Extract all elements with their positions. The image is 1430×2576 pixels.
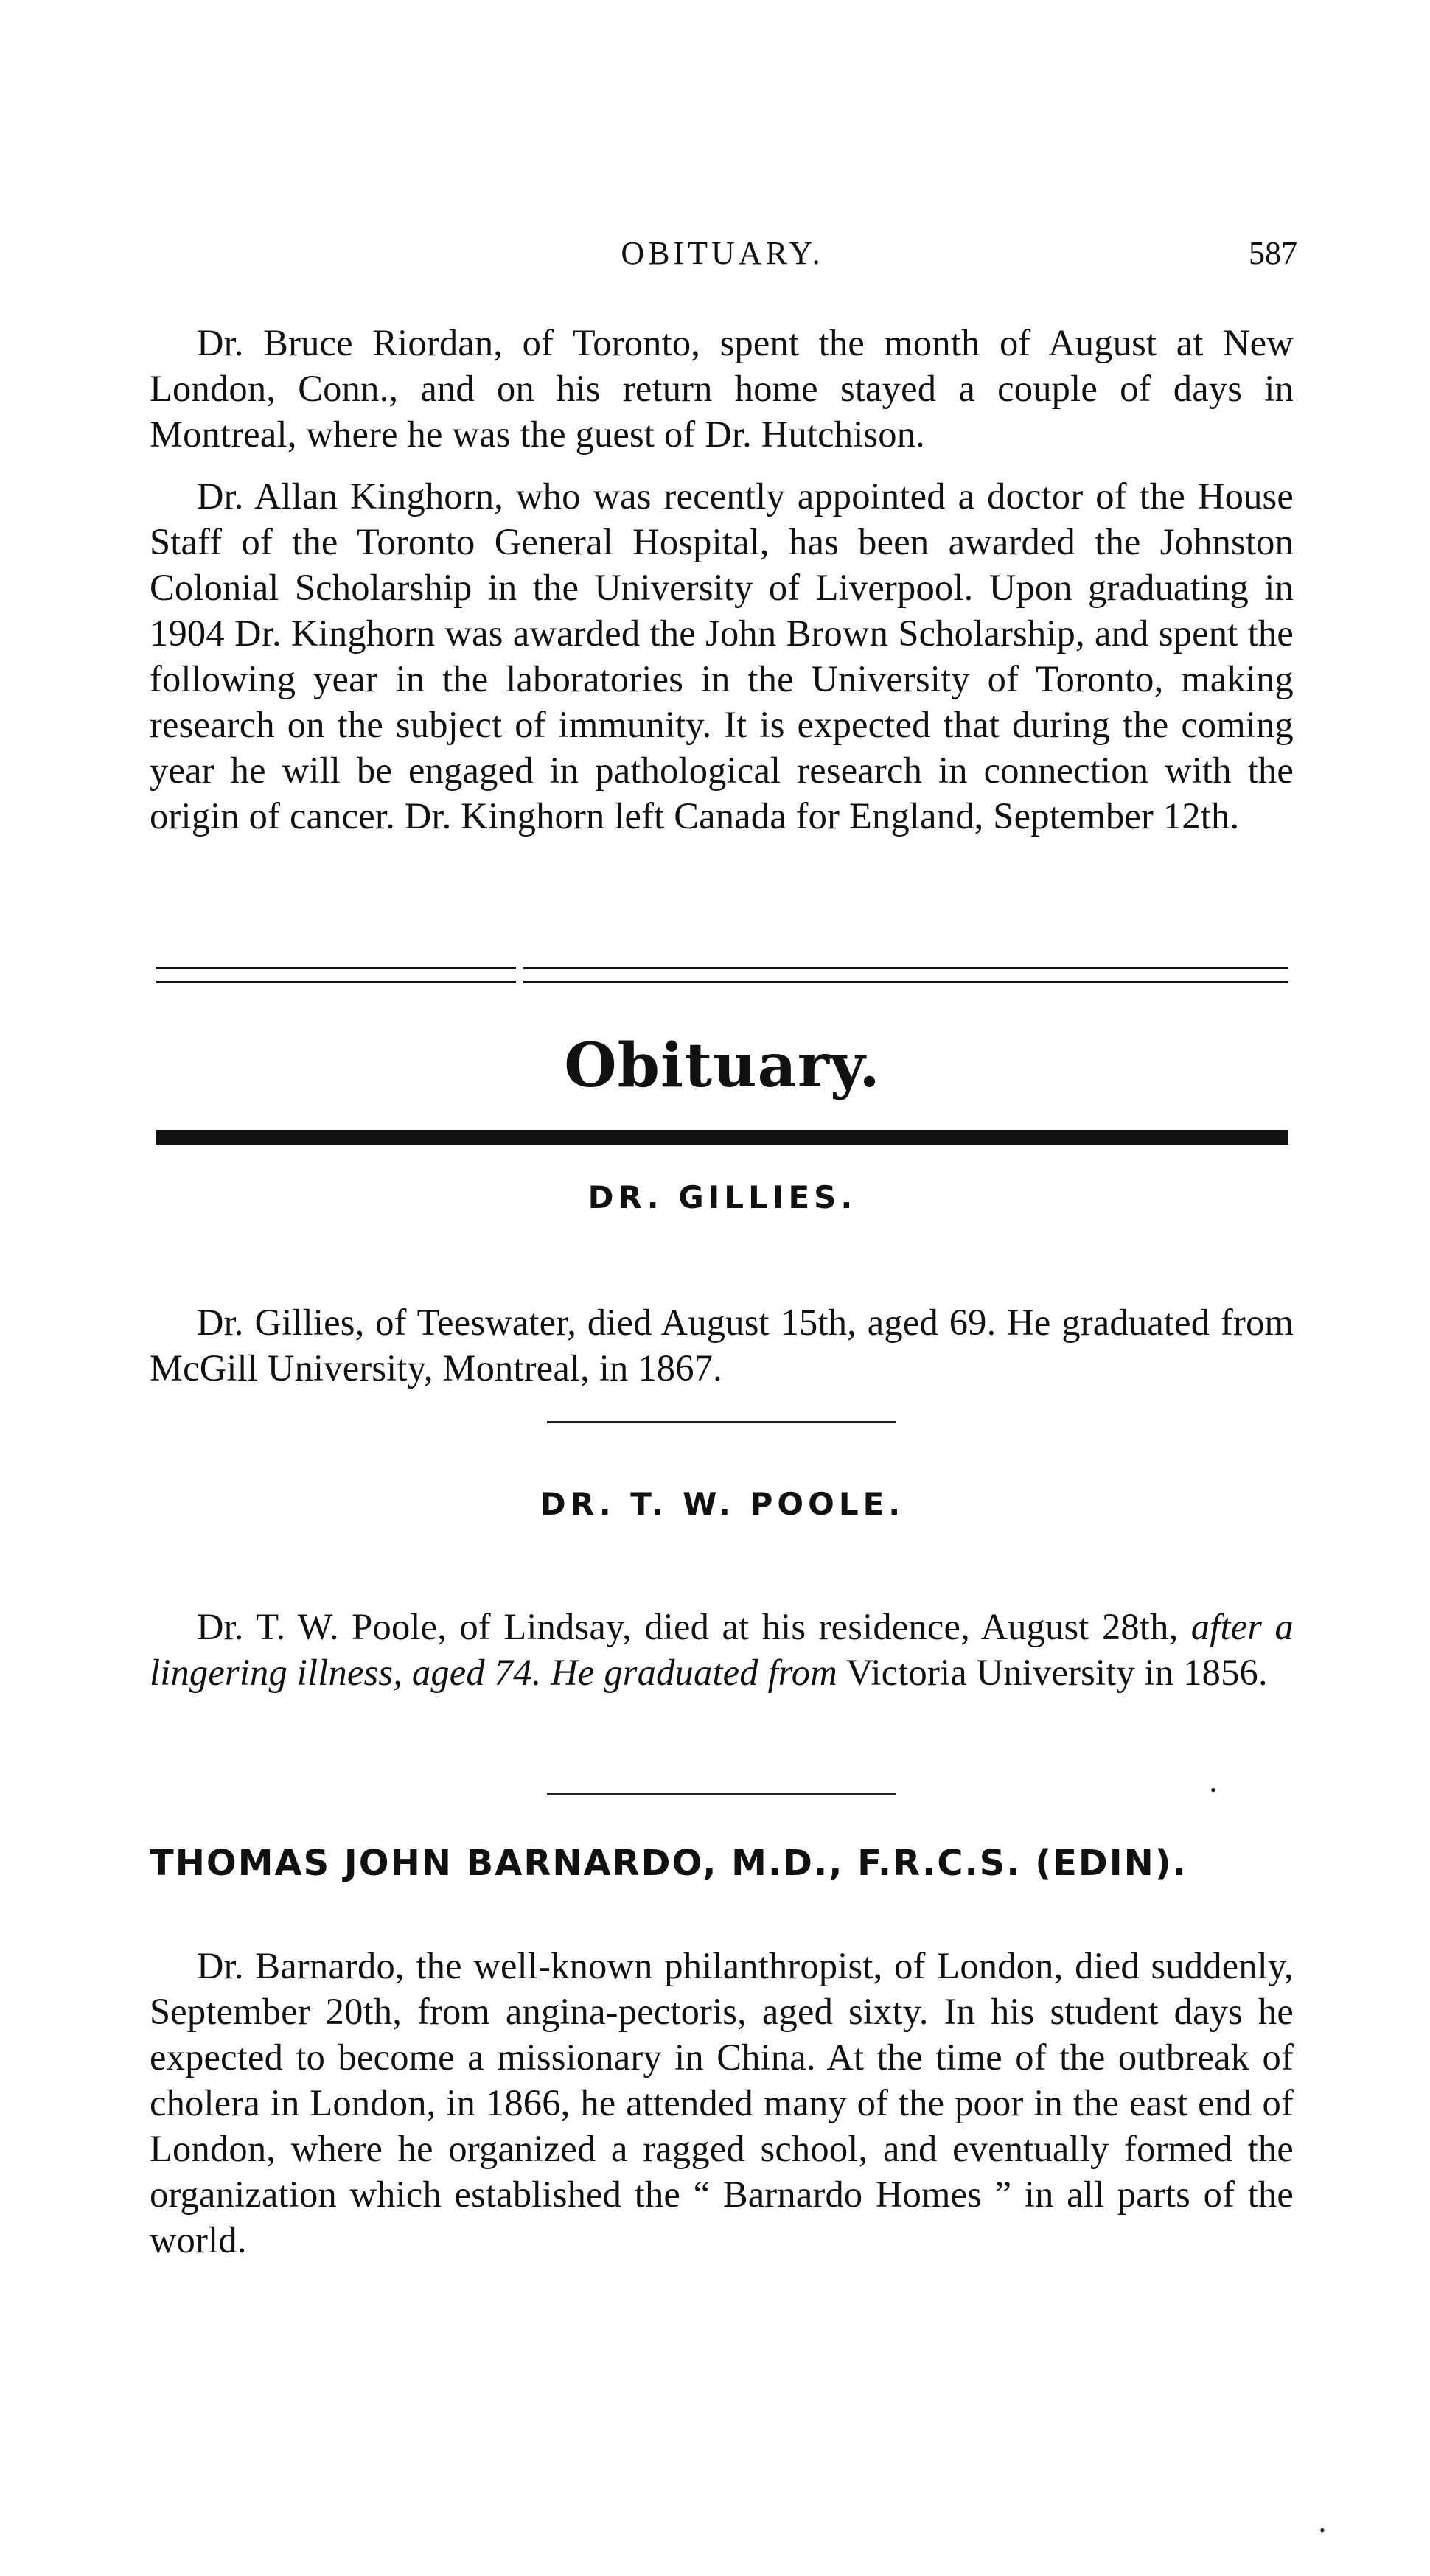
entry-barnardo-text: Dr. Barnardo, the well-known philanthropist, of London, died suddenly, September 20th, from angina-pectoris, aged sixty. In his student days he expected to become a missionary in China. At the time of the outbreak of cholera in London, in 1866, he attended many of the poor in the east end of London, where he organized a ragged school, and eventually formed the organization which established the “ Barnardo Homes ” in all parts of the world.	[150, 1945, 1294, 2261]
news-paragraph-riordan: Dr. Bruce Riordan, of Toronto, spent the month of August at New London, Conn., and on his return home stayed a couple of days in Montreal, where he was the guest of Dr. Hutchison.	[150, 322, 1294, 455]
stray-mark-ornament: •	[1210, 1781, 1216, 1799]
entry-gillies-text: Dr. Gillies, of Teeswater, died August 15th, aged 69. He graduated from McGill University, Montreal, in 1867.	[150, 1302, 1294, 1389]
entry-barnardo	[150, 1943, 1294, 2263]
stray-mark-footer: •	[1319, 2521, 1325, 2539]
entry-title-barnardo: THOMAS JOHN BARNARDO, M.D., F.R.C.S. (EDIN).	[150, 1843, 1187, 1884]
entry-divider-2	[547, 1793, 896, 1795]
entry-poole-text-start: Dr. T. W. Poole, of Lindsay, died at his residence, August 28th,	[197, 1606, 1191, 1647]
running-head	[147, 234, 1297, 286]
news-paragraph-kinghorn: Dr. Allan Kinghorn, who was recently appointed a doctor of the House Staff of the Toronto General Hospital, has been awarded the Johnston Colonial Scholarship in the University of Liverpool. Upon graduating in 1904 Dr. Kinghorn was awarded the John Brown Scholarship, and spent the following year in the laboratories in the University of Toronto, making research on the subject of immunity. It is expected that during the coming year he will be engaged in pathological research in connection with the origin of cancer. Dr. Kinghorn left Canada for England, September 12th.	[150, 475, 1294, 837]
entry-poole-text-end: Victoria University in 1856.	[837, 1652, 1268, 1693]
entry-title-poole: DR. T. W. POOLE.	[540, 1486, 905, 1522]
entry-divider-1	[547, 1421, 896, 1423]
running-head-title: OBITUARY.	[621, 235, 824, 271]
section-title-obituary: Obituary.	[564, 1030, 881, 1101]
section-heavy-rule	[156, 1130, 1288, 1145]
news-column	[150, 320, 1294, 839]
entry-title-gillies: DR. GILLIES.	[587, 1179, 857, 1215]
page-number: 587	[1249, 235, 1297, 271]
section-divider-double-rule	[156, 967, 1288, 983]
entry-poole-text-italic: after a lingering illness, aged 74. He graduated from	[150, 1606, 1294, 1693]
entry-poole-text	[150, 1604, 1294, 1695]
entry-poole	[150, 1604, 1294, 1695]
entry-gillies	[150, 1299, 1294, 1391]
